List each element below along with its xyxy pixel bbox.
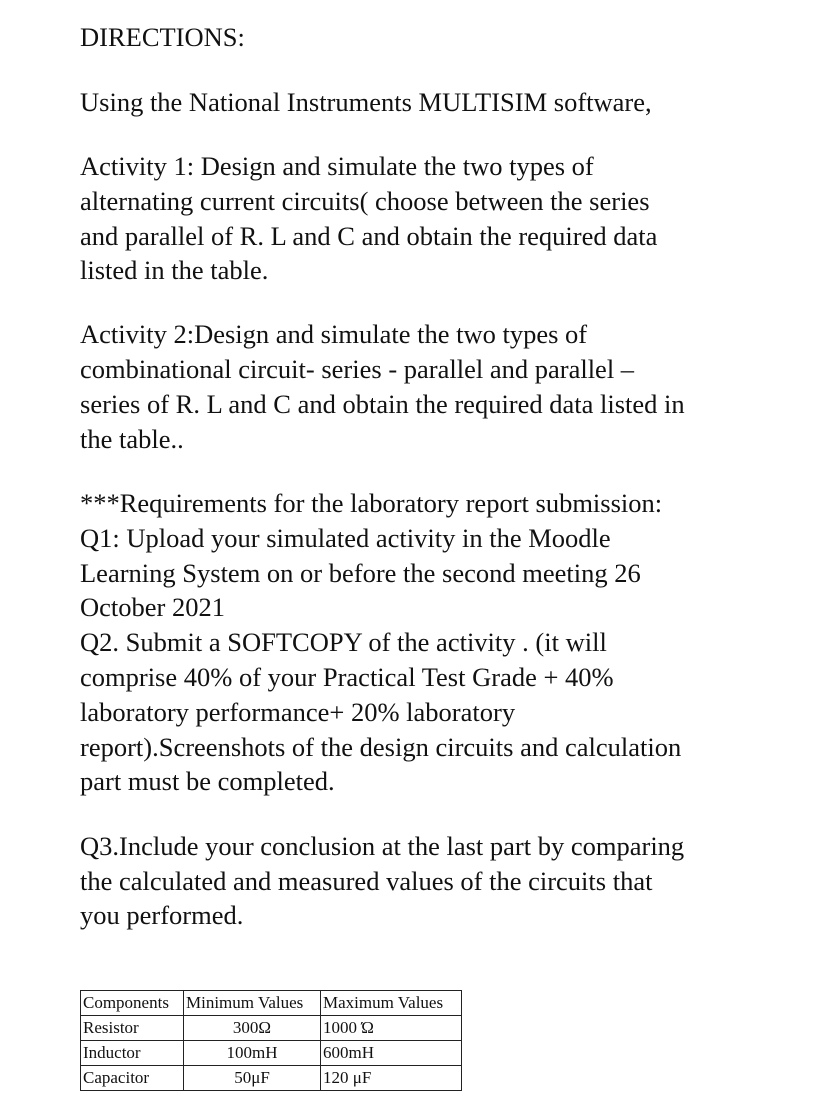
header-maximum-values: Maximum Values [321,991,462,1016]
requirements-line: laboratory performance+ 20% laboratory [80,697,516,727]
table-header-row [81,991,462,1016]
requirements-line: comprise 40% of your Practical Test Grade + 40% [80,662,614,692]
activity2-line: combinational circuit- series - parallel and parallel – [80,354,635,384]
header-minimum-values: Minimum Values [184,991,321,1016]
requirements-line: Q2. Submit a SOFTCOPY of the activity . (it will [80,627,607,657]
header-components: Components [81,991,184,1016]
activity1-line: listed in the table. [80,255,269,285]
maximum-value-cell: 120 μF [321,1066,462,1091]
conclusion-line: Q3.Include your conclusion at the last part by comparing [80,831,685,861]
maximum-value-cell: 1000 Ώ [321,1016,462,1041]
requirements-line: October 2021 [80,592,225,622]
maximum-value-cell: 600mH [321,1041,462,1066]
component-values-table [80,990,462,1091]
minimum-value-cell: 50μF [184,1066,321,1091]
table-row [81,1016,462,1041]
activity2-line: series of R. L and C and obtain the required data listed in [80,389,685,419]
minimum-value-cell: 300Ω [184,1016,321,1041]
table-row [81,1041,462,1066]
requirements-line: ***Requirements for the laboratory report submission: [80,488,663,518]
minimum-value-cell: 100mH [184,1041,321,1066]
conclusion-line: the calculated and measured values of the circuits that [80,866,653,896]
activity2-line: the table.. [80,424,184,454]
component-name-cell: Resistor [81,1016,184,1041]
intro-line: Using the National Instruments MULTISIM software, [80,87,652,117]
activity1-line: alternating current circuits( choose between the series [80,186,650,216]
directions-heading: DIRECTIONS: [80,22,245,52]
requirements-line: Learning System on or before the second meeting 26 [80,558,641,588]
component-name-cell: Inductor [81,1041,184,1066]
conclusion-line: you performed. [80,900,244,930]
activity2-line: Activity 2:Design and simulate the two types of [80,319,588,349]
requirements-line: Q1: Upload your simulated activity in the Moodle [80,523,611,553]
component-name-cell: Capacitor [81,1066,184,1091]
requirements-line: report).Screenshots of the design circuits and calculation [80,732,682,762]
activity1-line: Activity 1: Design and simulate the two types of [80,151,594,181]
requirements-line: part must be completed. [80,766,335,796]
activity1-line: and parallel of R. L and C and obtain the required data [80,221,658,251]
table-row [81,1066,462,1091]
